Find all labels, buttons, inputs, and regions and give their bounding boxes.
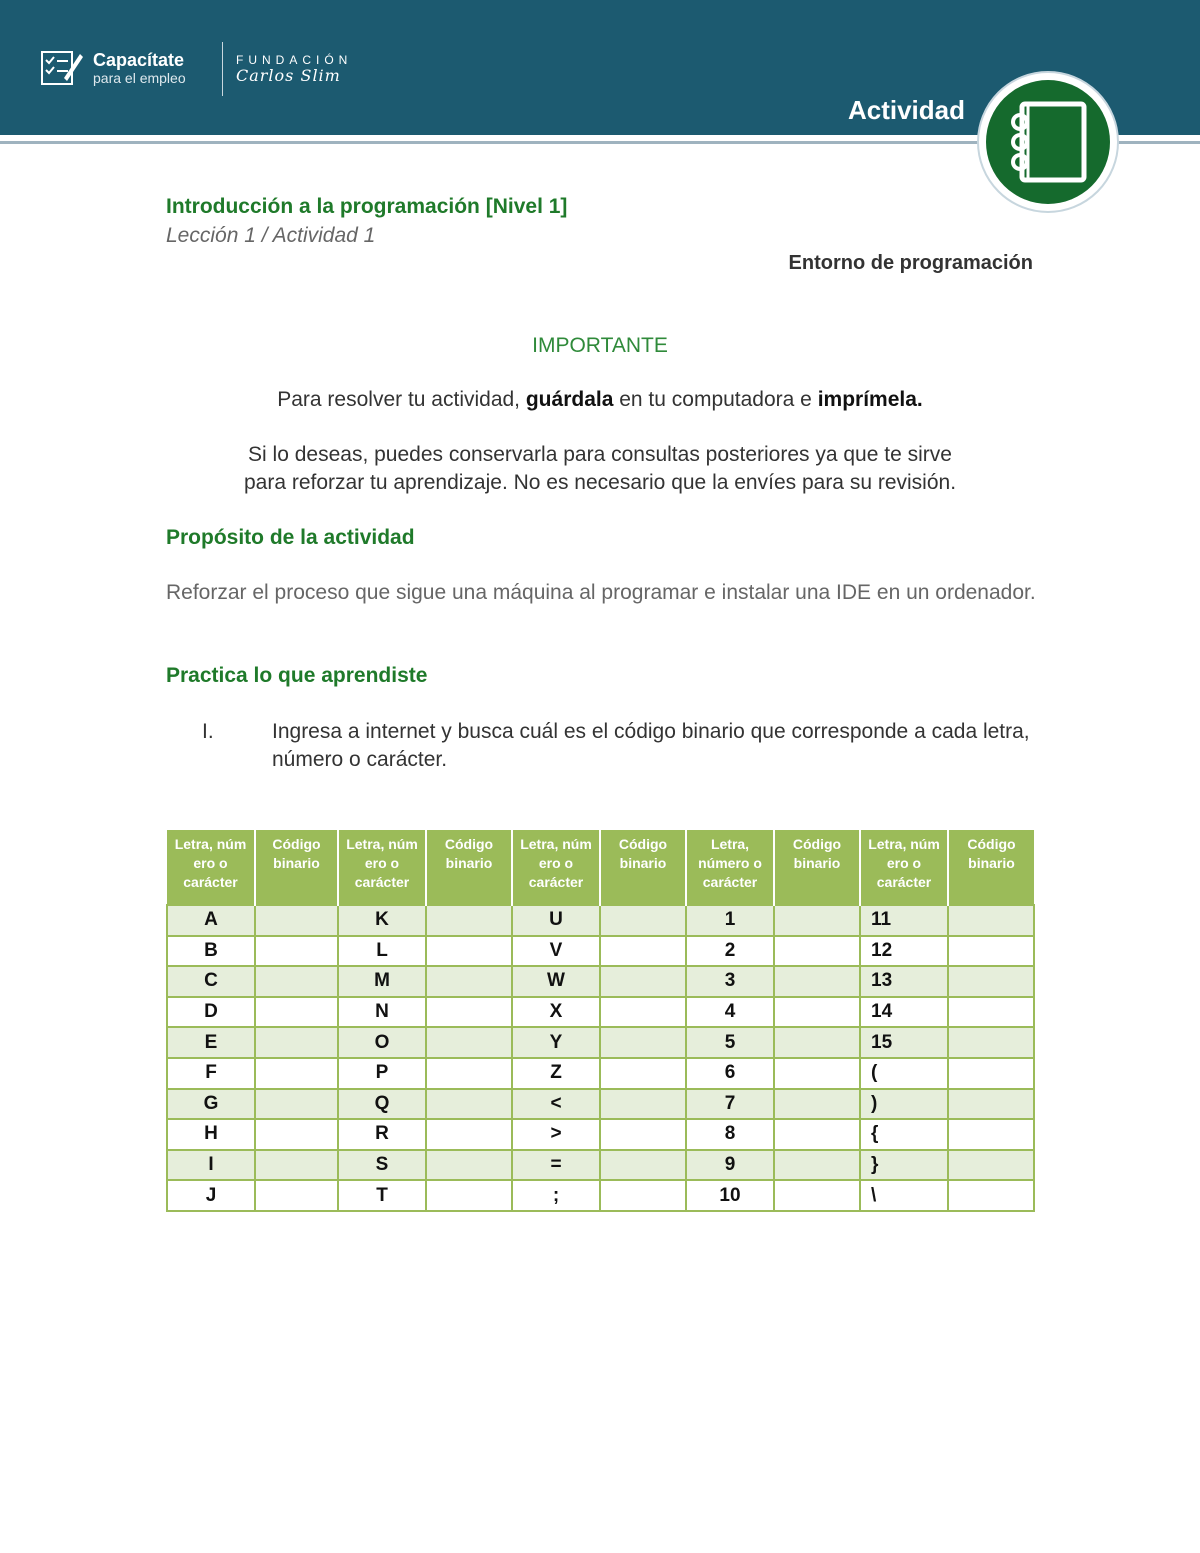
character-cell: N [338, 997, 426, 1028]
table-row [167, 1058, 1034, 1089]
column-header: Código binario [600, 830, 686, 905]
binary-code-cell[interactable] [255, 1180, 338, 1211]
practice-heading: Practica lo que aprendiste [166, 664, 428, 687]
instruction-period: . [916, 388, 923, 411]
table-body [167, 905, 1034, 1211]
binary-code-cell[interactable] [948, 1027, 1034, 1058]
checklist-pen-icon [40, 48, 84, 86]
brand-name: Capacítate [93, 50, 185, 70]
binary-code-cell[interactable] [255, 1119, 338, 1150]
item-text: Ingresa a internet y busca cuál es el código binario que corresponde a cada letra, número o carácter. [272, 720, 1030, 771]
binary-code-cell[interactable] [774, 1119, 860, 1150]
binary-code-cell[interactable] [774, 1150, 860, 1181]
table-row [167, 997, 1034, 1028]
binary-code-cell[interactable] [774, 905, 860, 936]
binary-code-cell[interactable] [255, 1150, 338, 1181]
character-cell: 15 [860, 1027, 948, 1058]
character-cell: I [167, 1150, 255, 1181]
notebook-icon [1004, 98, 1092, 186]
column-header: Código binario [948, 830, 1034, 905]
binary-code-cell[interactable] [426, 1089, 512, 1120]
binary-code-cell[interactable] [600, 1058, 686, 1089]
binary-code-cell[interactable] [255, 966, 338, 997]
table-row [167, 1180, 1034, 1211]
character-cell: S [338, 1150, 426, 1181]
table-header-row [167, 830, 1034, 905]
note-paragraph [166, 441, 1034, 497]
binary-code-cell[interactable] [600, 1027, 686, 1058]
column-header: Código binario [426, 830, 512, 905]
table-row [167, 905, 1034, 936]
table-row [167, 1027, 1034, 1058]
character-cell: P [338, 1058, 426, 1089]
character-cell: A [167, 905, 255, 936]
brand-tagline: para el empleo [93, 70, 186, 86]
important-heading: IMPORTANTE [532, 334, 668, 357]
binary-code-cell[interactable] [255, 997, 338, 1028]
binary-code-cell[interactable] [426, 1180, 512, 1211]
character-cell: 11 [860, 905, 948, 936]
character-cell: Q [338, 1089, 426, 1120]
instruction-text-2: en tu computadora e [613, 388, 818, 411]
character-cell: H [167, 1119, 255, 1150]
table-row [167, 966, 1034, 997]
character-cell: U [512, 905, 600, 936]
binary-code-cell[interactable] [600, 1180, 686, 1211]
character-cell: 1 [686, 905, 774, 936]
binary-code-cell[interactable] [948, 1119, 1034, 1150]
table-row [167, 936, 1034, 967]
binary-code-cell[interactable] [600, 936, 686, 967]
lesson-label: Lección 1 / Actividad 1 [166, 224, 376, 247]
binary-code-cell[interactable] [948, 1150, 1034, 1181]
column-header: Letra, número o carácter [686, 830, 774, 905]
binary-code-cell[interactable] [948, 905, 1034, 936]
character-cell: ; [512, 1180, 600, 1211]
character-cell: M [338, 966, 426, 997]
binary-code-cell[interactable] [426, 1119, 512, 1150]
column-header: Letra, núm ero o carácter [338, 830, 426, 905]
column-header: Letra, núm ero o carácter [512, 830, 600, 905]
character-cell: 13 [860, 966, 948, 997]
instruction-line [166, 386, 1034, 414]
character-cell: 10 [686, 1180, 774, 1211]
binary-table [166, 830, 1035, 1212]
foundation-logo [236, 53, 352, 85]
binary-code-cell[interactable] [600, 966, 686, 997]
character-cell: 4 [686, 997, 774, 1028]
character-cell: K [338, 905, 426, 936]
character-cell: T [338, 1180, 426, 1211]
character-cell: O [338, 1027, 426, 1058]
column-header: Código binario [255, 830, 338, 905]
character-cell: 7 [686, 1089, 774, 1120]
character-cell: Y [512, 1027, 600, 1058]
column-header: Letra, núm ero o carácter [860, 830, 948, 905]
table-row [167, 1119, 1034, 1150]
binary-code-cell[interactable] [426, 936, 512, 967]
binary-code-cell[interactable] [774, 997, 860, 1028]
character-cell: 3 [686, 966, 774, 997]
binary-code-cell[interactable] [774, 1180, 860, 1211]
character-cell: R [338, 1119, 426, 1150]
purpose-text: Reforzar el proceso que sigue una máquina al programar e instalar una IDE en un ordenador. [166, 581, 1036, 604]
column-header: Código binario [774, 830, 860, 905]
binary-code-cell[interactable] [948, 997, 1034, 1028]
instruction-bold-1: guárdala [525, 388, 614, 411]
binary-code-cell[interactable] [255, 905, 338, 936]
binary-code-cell[interactable] [426, 1150, 512, 1181]
character-cell: 5 [686, 1027, 774, 1058]
character-cell: ) [860, 1089, 948, 1120]
character-cell: 6 [686, 1058, 774, 1089]
binary-code-cell[interactable] [600, 1150, 686, 1181]
foundation-name: Carlos Slim [236, 66, 341, 85]
instruction-text-1: Para resolver tu actividad, [277, 388, 526, 411]
binary-code-cell[interactable] [255, 1027, 338, 1058]
character-cell: } [860, 1150, 948, 1181]
course-title: Introducción a la programación [Nivel 1] [166, 195, 568, 218]
character-cell: 14 [860, 997, 948, 1028]
binary-code-cell[interactable] [948, 966, 1034, 997]
topic-title: Entorno de programación [788, 252, 1033, 274]
character-cell: 2 [686, 936, 774, 967]
character-cell: F [167, 1058, 255, 1089]
character-cell: > [512, 1119, 600, 1150]
character-cell: 9 [686, 1150, 774, 1181]
binary-code-cell[interactable] [774, 966, 860, 997]
binary-code-cell[interactable] [774, 1089, 860, 1120]
character-cell: C [167, 966, 255, 997]
instruction-bold-2: imprímela [817, 388, 917, 411]
table-row [167, 1150, 1034, 1181]
binary-code-cell[interactable] [774, 1058, 860, 1089]
character-cell: \ [860, 1180, 948, 1211]
binary-code-cell[interactable] [948, 1058, 1034, 1089]
binary-code-cell[interactable] [426, 1058, 512, 1089]
character-cell: V [512, 936, 600, 967]
character-cell: < [512, 1089, 600, 1120]
binary-code-cell[interactable] [426, 1027, 512, 1058]
character-cell: 12 [860, 936, 948, 967]
binary-code-cell[interactable] [426, 905, 512, 936]
binary-code-cell[interactable] [426, 966, 512, 997]
character-cell: J [167, 1180, 255, 1211]
character-cell: D [167, 997, 255, 1028]
logo-divider [222, 42, 223, 96]
character-cell: = [512, 1150, 600, 1181]
binary-code-cell[interactable] [600, 1119, 686, 1150]
character-cell: B [167, 936, 255, 967]
binary-code-cell[interactable] [255, 1089, 338, 1120]
character-cell: L [338, 936, 426, 967]
binary-code-cell[interactable] [774, 936, 860, 967]
character-cell: { [860, 1119, 948, 1150]
note-line-2: para reforzar tu aprendizaje. No es necesario que la envíes para su revisión. [243, 471, 957, 494]
column-header: Letra, núm ero o carácter [167, 830, 255, 905]
binary-code-cell[interactable] [948, 936, 1034, 967]
character-cell: E [167, 1027, 255, 1058]
binary-code-cell[interactable] [600, 905, 686, 936]
table-row [167, 1089, 1034, 1120]
character-cell: Z [512, 1058, 600, 1089]
brand-logo [93, 50, 186, 86]
foundation-word: FUNDACIÓN [236, 53, 353, 67]
binary-code-cell[interactable] [600, 997, 686, 1028]
character-cell: ( [860, 1058, 948, 1089]
binary-code-cell[interactable] [255, 1058, 338, 1089]
character-cell: 8 [686, 1119, 774, 1150]
binary-code-cell[interactable] [600, 1089, 686, 1120]
item-number: I. [202, 720, 214, 743]
note-line-1: Si lo deseas, puedes conservarla para consultas posteriores ya que te sirve [248, 443, 952, 466]
binary-code-cell[interactable] [774, 1027, 860, 1058]
character-cell: X [512, 997, 600, 1028]
character-cell: G [167, 1089, 255, 1120]
character-cell: W [512, 966, 600, 997]
section-label: Actividad [847, 95, 965, 125]
binary-code-cell[interactable] [255, 936, 338, 967]
binary-code-cell[interactable] [426, 997, 512, 1028]
binary-code-cell[interactable] [948, 1180, 1034, 1211]
purpose-heading: Propósito de la actividad [166, 526, 415, 549]
binary-code-cell[interactable] [948, 1089, 1034, 1120]
